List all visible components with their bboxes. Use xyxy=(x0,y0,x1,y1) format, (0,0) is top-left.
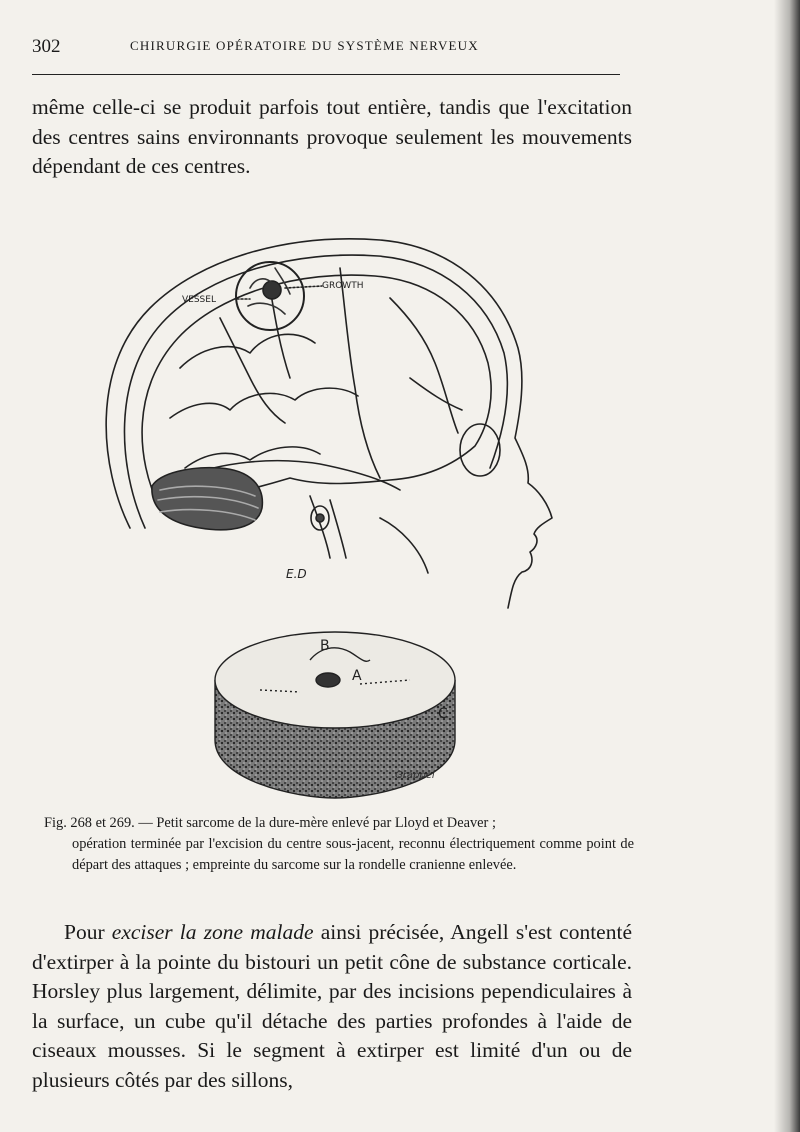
caption-rest: opération terminée par l'excision du centre sous-jacent, reconnu électriquement comme point de départ des attaques ; empreinte du sarcome sur la rondelle cranienne enlevée. xyxy=(72,836,634,873)
paragraph-bottom-rest: ainsi précisée, Angell s'est contenté d'extirper à la pointe du bistouri un petit cône de substance corticale. Horsley plus largement, délimite, par des incisions pependiculaires à la surface, un cube qu'il détache des parties profondes à l'aide de ciseaux mousses. Si le segment à extirper est limité d'un ou de plusieurs côtés par des sillons, xyxy=(32,920,632,1092)
page-edge-shadow xyxy=(774,0,800,1132)
paragraph-bottom-italic: exciser la zone malade xyxy=(111,920,314,944)
header-rule xyxy=(32,74,620,75)
label-c: C xyxy=(438,706,448,722)
figure-signature: E.D xyxy=(286,567,307,581)
label-a: A xyxy=(352,668,362,684)
label-vessel: VESSEL xyxy=(182,295,216,305)
paragraph-bottom xyxy=(32,918,632,1095)
paragraph-top: même celle-ci se produit parfois tout entière, tandis que l'excitation des centres sains environnants provoque seulement les mouvements dépendant de ces centres. xyxy=(32,95,632,178)
figure-caption xyxy=(44,813,634,876)
label-b: B xyxy=(320,638,330,654)
page-number: 302 xyxy=(32,36,61,57)
label-growth: GROWTH xyxy=(322,281,364,291)
figure-brain-illustration xyxy=(90,228,580,613)
figure-skull-disc xyxy=(200,620,470,810)
disc-signature: Grappel xyxy=(395,770,435,781)
caption-first-line: Fig. 268 et 269. — Petit sarcome de la dure-mère enlevé par Lloyd et Deaver ; xyxy=(44,815,496,831)
running-head: CHIRURGIE OPÉRATOIRE DU SYSTÈME NERVEUX xyxy=(130,38,479,53)
paragraph-bottom-lead: Pour xyxy=(64,920,112,944)
